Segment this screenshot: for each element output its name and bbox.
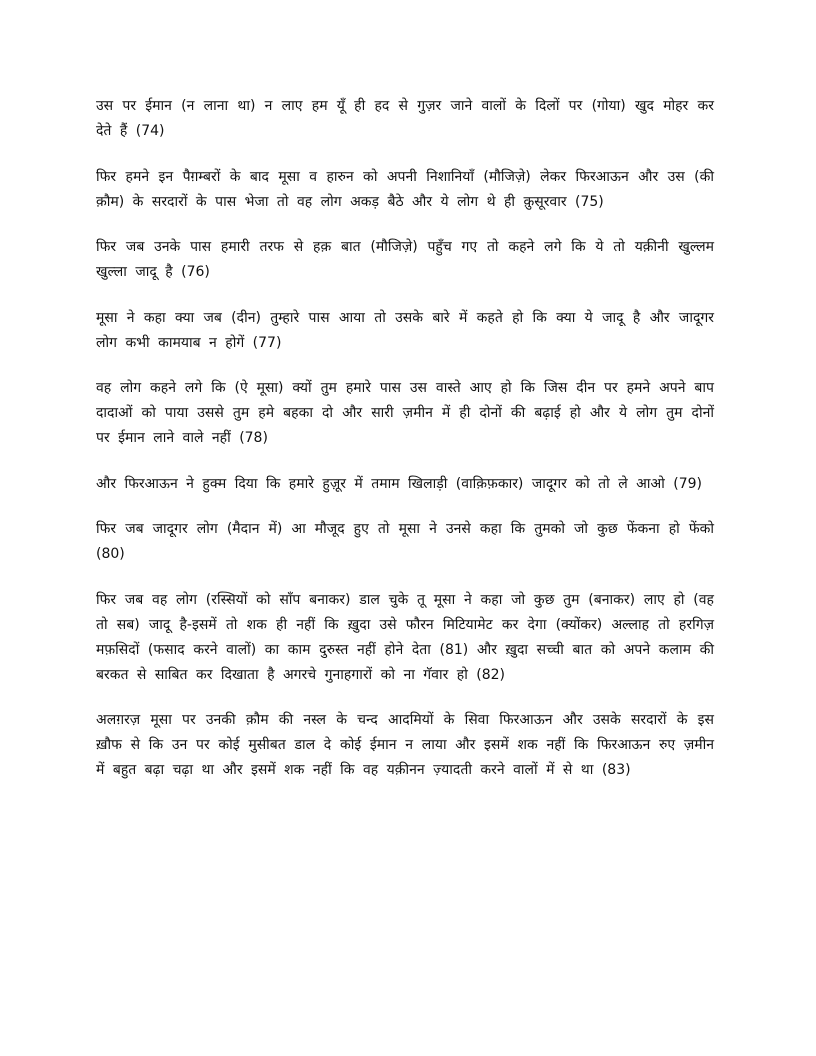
paragraph-83: अलग़रज़ मूसा पर उनकी क़ौम की नस्ल के चन्द आदमियों के सिवा फिरआऊन और उसके सरदारों के इस ख़ौफ से कि उन पर कोई मुसीबत डाल दे कोई ईमान न लाया और इसमें शक नहीं कि फिरआऊन रुए ज़मीन में बहुत बढ़ा चढ़ा था और इसमें शक नहीं कि वह यक़ीनन ज़्यादती करने वालों में से था (83) <box>96 712 714 778</box>
paragraph-81-82: फिर जब वह लोग (रस्सियों को साँप बनाकर) डाल चुके तू मूसा ने कहा जो कुछ तुम (बनाकर) लाए हो (वह तो सब) जादू है-इसमें तो शक ही नहीं कि ख़ुदा उसे फौरन मिटियामेट कर देगा (क्योंकर) अल्लाह तो हरगिज़ मफ़सिदों (फसाद करने वालों) का काम दुरुस्त नहीं होने देता (81) और ख़ुदा सच्ची बात को अपने कलाम की बरकत से साबित कर दिखाता है अगरचे गुनाहगारों को ना गॅवार हो (82) <box>96 591 714 683</box>
paragraph-75: फिर हमने इन पैग़म्बरों के बाद मूसा व हारुन को अपनी निशानियाँ (मौजिज़े) लेकर फिरआऊन और उस (की क़ौम) के सरदारों के पास भेजा तो वह लोग अकड़ बैठे और ये लोग थे ही क़ुसूरवार (75) <box>96 168 714 210</box>
paragraph-74: उस पर ईमान (न लाना था) न लाए हम यूँ ही हद से गुज़र जाने वालों के दिलों पर (गोया) खुद मोहर कर देते हैं (74) <box>96 98 714 139</box>
paragraph-78: वह लोग कहने लगे कि (ऐ मूसा) क्यों तुम हमारे पास उस वास्ते आए हो कि जिस दीन पर हमने अपने बाप दादाओं को पाया उससे तुम हमे बहका दो और सारी ज़मीन में ही दोनों की बढ़ाई हो और ये लोग तुम दोनों पर ईमान लाने वाले नहीं (78) <box>96 380 714 446</box>
paragraph-77: मूसा ने कहा क्या जब (दीन) तुम्हारे पास आया तो उसके बारे में कहते हो कि क्या ये जादू है और जादूगर लोग कभी कामयाब न होगें (77) <box>96 309 714 351</box>
paragraph-80: फिर जब जादूगर लोग (मैदान में) आ मौजूद हुए तो मूसा ने उनसे कहा कि तुमको जो कुछ फेंकना हो फेंको (80) <box>96 521 714 562</box>
paragraph-76: फिर जब उनके पास हमारी तरफ से हक़ बात (मौजिज़े) पहुँच गए तो कहने लगे कि ये तो यक़ीनी खुल्लम खुल्ला जादू है (76) <box>96 239 714 280</box>
document-body <box>96 94 714 804</box>
paragraph-79: और फिरआऊन ने हुक्म दिया कि हमारे हुज़ूर में तमाम खिलाड़ी (वाक़िफ़कार) जादूगर को तो ले आओ (79) <box>96 475 702 492</box>
